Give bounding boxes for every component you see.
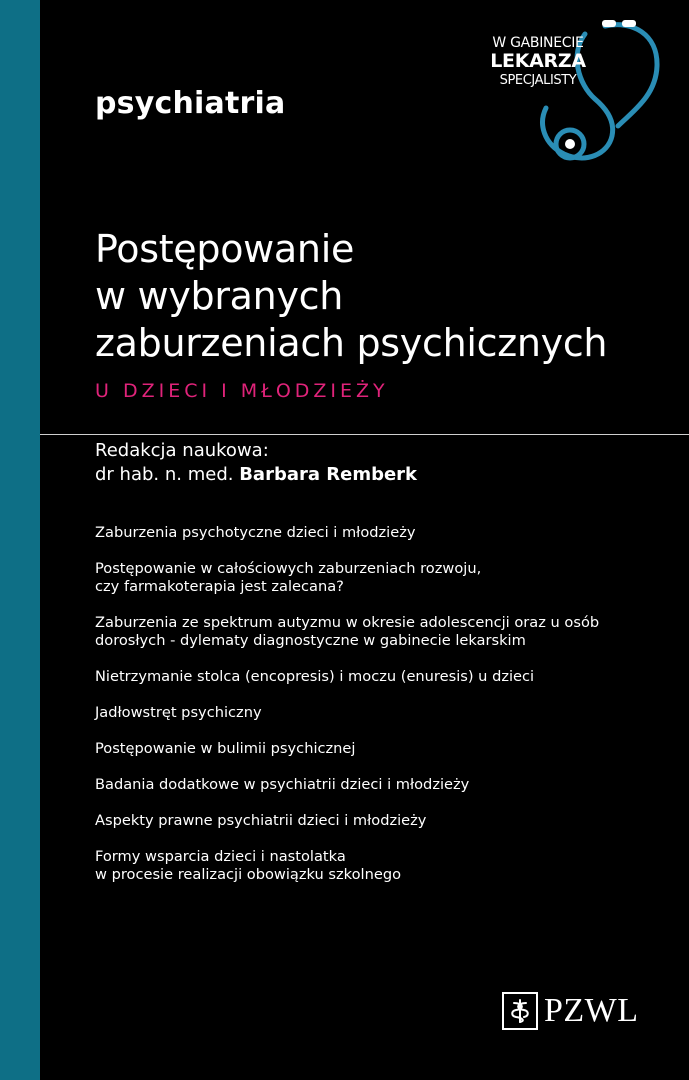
editor-label: Redakcja naukowa: bbox=[95, 440, 269, 461]
series-line-1: W GABINECIE bbox=[492, 35, 584, 51]
divider bbox=[40, 434, 689, 435]
toc-item-line: w procesie realizacji obowiązku szkolnego bbox=[95, 866, 402, 883]
toc-item bbox=[95, 812, 675, 830]
toc-item-line: Postępowanie w bulimii psychicznej bbox=[95, 740, 356, 757]
table-of-contents bbox=[95, 524, 675, 902]
toc-item-line: czy farmakoterapia jest zalecana? bbox=[95, 578, 344, 595]
category-label: psychiatria bbox=[95, 86, 286, 121]
toc-item-line: Aspekty prawne psychiatrii dzieci i młodzieży bbox=[95, 812, 427, 829]
editor-prefix: dr hab. n. med. bbox=[95, 464, 234, 485]
toc-item bbox=[95, 614, 675, 650]
toc-item-line: Badania dodatkowe w psychiatrii dzieci i młodzieży bbox=[95, 776, 470, 793]
toc-item bbox=[95, 740, 675, 758]
editor-line bbox=[95, 464, 417, 485]
toc-item-line: Jadłowstręt psychiczny bbox=[95, 704, 262, 721]
series-logo bbox=[478, 36, 598, 87]
spine-bar bbox=[0, 0, 40, 1080]
series-line-3: SPECJALISTY bbox=[499, 73, 577, 88]
toc-item-line: Zaburzenia ze spektrum autyzmu w okresie adolescencji oraz u osób bbox=[95, 614, 600, 631]
toc-item-line: Nietrzymanie stolca (encopresis) i moczu (enuresis) u dzieci bbox=[95, 668, 535, 685]
toc-item-line: Postępowanie w całościowych zaburzeniach rozwoju, bbox=[95, 560, 482, 577]
title-line-1: Postępowanie bbox=[95, 227, 355, 271]
publisher-name: PZWL bbox=[544, 992, 639, 1029]
toc-item bbox=[95, 524, 675, 542]
toc-item-line: dorosłych - dylematy diagnostyczne w gabinecie lekarskim bbox=[95, 632, 526, 649]
toc-item bbox=[95, 704, 675, 722]
toc-item bbox=[95, 668, 675, 686]
pzwl-logo-icon bbox=[502, 992, 538, 1030]
toc-item-line: Formy wsparcia dzieci i nastolatka bbox=[95, 848, 346, 865]
editor-name: Barbara Remberk bbox=[239, 464, 418, 485]
publisher bbox=[502, 991, 639, 1031]
book-subtitle: U DZIECI I MŁODZIEŻY bbox=[95, 380, 389, 402]
toc-item-line: Zaburzenia psychotyczne dzieci i młodzieży bbox=[95, 524, 416, 541]
toc-item bbox=[95, 560, 675, 596]
title-line-2: w wybranych bbox=[95, 274, 344, 318]
book-title bbox=[95, 226, 675, 367]
series-line-2: LEKARZA bbox=[490, 50, 586, 72]
title-line-3: zaburzeniach psychicznych bbox=[95, 321, 608, 365]
toc-item bbox=[95, 776, 675, 794]
toc-item bbox=[95, 848, 675, 884]
